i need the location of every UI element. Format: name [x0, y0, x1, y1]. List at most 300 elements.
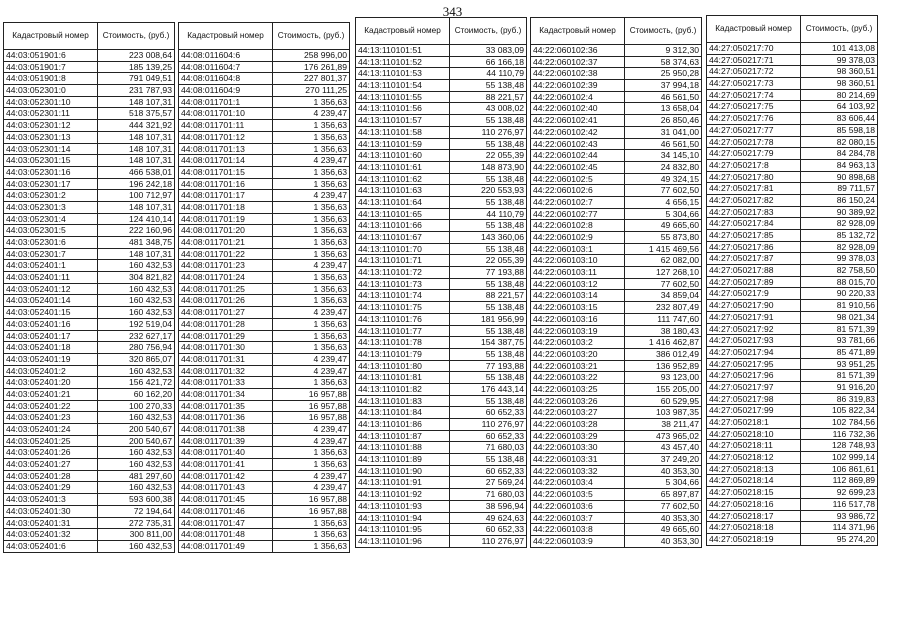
cost-cell: 102 999,14 [801, 452, 878, 464]
table-row [707, 288, 878, 300]
cadastral-number-cell: 44:27:050217:72 [707, 66, 801, 78]
table-row [356, 489, 527, 501]
cadastral-number-cell: 44:13:110101:78 [356, 337, 450, 349]
cost-cell: 95 274,20 [801, 533, 878, 545]
cadastral-number-cell: 44:03:052401:11 [4, 272, 98, 284]
cadastral-number-cell: 44:22:060102:41 [531, 115, 625, 127]
cadastral-number-cell: 44:22:060102:77 [531, 208, 625, 220]
cost-cell: 300 811,00 [98, 529, 175, 541]
cost-cell: 62 082,00 [625, 255, 702, 267]
table-row [4, 307, 175, 319]
cadastral-number-cell: 44:22:060103:20 [531, 348, 625, 360]
cost-cell: 127 268,10 [625, 267, 702, 279]
cadastral-number-cell: 44:22:060103:7 [531, 512, 625, 524]
cost-cell: 55 138,48 [450, 173, 527, 185]
cost-cell: 4 239,47 [273, 155, 350, 167]
cadastral-number-cell: 44:27:050217:87 [707, 253, 801, 265]
table-row [356, 337, 527, 349]
cadastral-number-cell: 44:27:050217:82 [707, 194, 801, 206]
cost-cell: 86 319,83 [801, 393, 878, 405]
cost-cell: 72 194,64 [98, 505, 175, 517]
cadastral-number-cell: 44:13:110101:63 [356, 185, 450, 197]
table-row [356, 465, 527, 477]
cost-cell: 77 602,50 [625, 500, 702, 512]
table-row [4, 283, 175, 295]
table-row [4, 517, 175, 529]
cost-cell: 154 387,75 [450, 337, 527, 349]
cost-cell: 82 080,15 [801, 136, 878, 148]
table-row [707, 253, 878, 265]
table-row [531, 500, 702, 512]
cadastral-number-cell: 44:03:052301:6 [4, 237, 98, 249]
cadastral-number-cell: 44:27:050217:73 [707, 78, 801, 90]
table-row [179, 166, 350, 178]
table-row [179, 190, 350, 202]
table-row [707, 381, 878, 393]
cadastral-number-cell: 44:08:011701:10 [179, 108, 273, 120]
cadastral-number-cell: 44:22:060103:31 [531, 454, 625, 466]
cost-cell: 22 055,39 [450, 150, 527, 162]
cadastral-number-cell: 44:13:110101:86 [356, 419, 450, 431]
table-row [707, 311, 878, 323]
table-row [531, 196, 702, 208]
cost-cell: 55 138,48 [450, 302, 527, 314]
table-row [531, 185, 702, 197]
table-row [356, 454, 527, 466]
cadastral-number-cell: 44:27:050217:70 [707, 43, 801, 55]
table-row [356, 220, 527, 232]
cadastral-number-cell: 44:03:052401:15 [4, 307, 98, 319]
cost-cell: 80 214,69 [801, 89, 878, 101]
table-row [707, 136, 878, 148]
cadastral-number-cell: 44:13:110101:60 [356, 150, 450, 162]
cost-cell: 37 249,20 [625, 454, 702, 466]
cadastral-number-cell: 44:22:060103:21 [531, 360, 625, 372]
cadastral-number-cell: 44:27:050217:91 [707, 311, 801, 323]
cadastral-number-cell: 44:22:060103:8 [531, 524, 625, 536]
cost-cell: 4 239,47 [273, 108, 350, 120]
cadastral-table-4 [530, 17, 702, 548]
table-row [356, 524, 527, 536]
cadastral-number-cell: 44:08:011701:35 [179, 400, 273, 412]
cadastral-number-cell: 44:13:110101:87 [356, 430, 450, 442]
cost-cell: 111 747,60 [625, 313, 702, 325]
cadastral-number-cell: 44:13:110101:71 [356, 255, 450, 267]
cadastral-number-cell: 44:08:011701:45 [179, 494, 273, 506]
cost-cell: 90 220,33 [801, 288, 878, 300]
table-row [356, 512, 527, 524]
cadastral-number-cell: 44:27:050217:86 [707, 241, 801, 253]
cost-cell: 160 432,53 [98, 283, 175, 295]
table-row [4, 120, 175, 132]
cost-cell: 84 284,78 [801, 148, 878, 160]
cost-cell: 148 107,31 [98, 201, 175, 213]
cadastral-number-cell: 44:13:110101:91 [356, 477, 450, 489]
cadastral-number-cell: 44:22:060103:25 [531, 383, 625, 395]
table-row [707, 346, 878, 358]
cadastral-number-cell: 44:03:052301:2 [4, 190, 98, 202]
cadastral-number-cell: 44:03:052301:5 [4, 225, 98, 237]
cost-cell: 93 123,00 [625, 372, 702, 384]
cadastral-number-cell: 44:27:050217:96 [707, 370, 801, 382]
cost-cell: 110 276,97 [450, 419, 527, 431]
cadastral-number-cell: 44:08:011701:31 [179, 353, 273, 365]
cadastral-number-cell: 44:27:050217:97 [707, 381, 801, 393]
cost-cell: 49 624,63 [450, 512, 527, 524]
cadastral-number-cell: 44:13:110101:90 [356, 465, 450, 477]
cost-cell: 148 107,31 [98, 155, 175, 167]
cost-cell: 4 239,47 [273, 482, 350, 494]
cost-cell: 1 356,63 [273, 377, 350, 389]
table-row [707, 417, 878, 429]
cadastral-number-cell: 44:03:052301:4 [4, 213, 98, 225]
table-row [4, 424, 175, 436]
cadastral-number-cell: 44:27:050217:94 [707, 346, 801, 358]
cadastral-number-cell: 44:08:011701:41 [179, 459, 273, 471]
table-row [179, 85, 350, 97]
cadastral-number-cell: 44:03:052301:14 [4, 143, 98, 155]
cost-cell: 55 138,48 [450, 138, 527, 150]
table-body [707, 43, 878, 546]
cadastral-number-cell: 44:27:050218:11 [707, 440, 801, 452]
cadastral-number-cell: 44:13:110101:93 [356, 500, 450, 512]
cost-cell: 196 242,18 [98, 178, 175, 190]
cadastral-number-cell: 44:22:060103:11 [531, 267, 625, 279]
table-row [4, 201, 175, 213]
table-row [531, 220, 702, 232]
cost-cell: 86 150,24 [801, 194, 878, 206]
table-header-row [356, 18, 527, 45]
cost-cell: 232 627,17 [98, 330, 175, 342]
cost-cell: 93 781,66 [801, 335, 878, 347]
table-row [707, 463, 878, 475]
cost-cell: 83 606,44 [801, 113, 878, 125]
table-row [4, 330, 175, 342]
table-row [531, 372, 702, 384]
table-row [4, 447, 175, 459]
cost-cell: 185 139,25 [98, 61, 175, 73]
table-row [356, 173, 527, 185]
cost-cell: 1 356,63 [273, 330, 350, 342]
cost-cell: 24 832,80 [625, 161, 702, 173]
cost-cell: 34 145,10 [625, 150, 702, 162]
cost-cell: 1 356,63 [273, 272, 350, 284]
cost-cell: 22 055,39 [450, 255, 527, 267]
cadastral-number-cell: 44:03:051901:8 [4, 73, 98, 85]
table-row [531, 430, 702, 442]
cost-cell: 34 859,04 [625, 290, 702, 302]
cost-cell: 160 432,53 [98, 307, 175, 319]
cadastral-number-cell: 44:08:011604:9 [179, 85, 273, 97]
cost-cell: 98 360,51 [801, 66, 878, 78]
cost-cell: 148 107,31 [98, 96, 175, 108]
table-row [531, 56, 702, 68]
cadastral-number-cell: 44:03:052301:16 [4, 166, 98, 178]
table-row [707, 370, 878, 382]
cost-cell: 55 873,80 [625, 232, 702, 244]
cost-cell: 105 822,34 [801, 405, 878, 417]
cost-cell: 98 021,34 [801, 311, 878, 323]
cost-cell: 71 680,03 [450, 489, 527, 501]
table-row [4, 237, 175, 249]
cost-cell: 16 957,88 [273, 388, 350, 400]
table-row [531, 80, 702, 92]
cadastral-number-cell: 44:27:050217:79 [707, 148, 801, 160]
table-row [531, 173, 702, 185]
cadastral-number-cell: 44:08:011701:36 [179, 412, 273, 424]
cadastral-table-5 [706, 15, 878, 546]
table-row [531, 454, 702, 466]
table-row [356, 56, 527, 68]
cadastral-number-cell: 44:22:060103:15 [531, 302, 625, 314]
table-row [707, 113, 878, 125]
table-row [179, 365, 350, 377]
table-row [179, 318, 350, 330]
table-row [531, 395, 702, 407]
cost-cell: 44 110,79 [450, 68, 527, 80]
cadastral-number-cell: 44:27:050217:81 [707, 183, 801, 195]
cost-cell: 46 561,50 [625, 138, 702, 150]
cadastral-number-cell: 44:27:050218:17 [707, 510, 801, 522]
cost-cell: 55 138,48 [450, 115, 527, 127]
cadastral-number-cell: 44:03:051901:6 [4, 50, 98, 62]
cadastral-number-cell: 44:13:110101:65 [356, 208, 450, 220]
table-row [4, 143, 175, 155]
cost-cell: 466 538,01 [98, 166, 175, 178]
cadastral-number-cell: 44:03:052301:3 [4, 201, 98, 213]
table-row [531, 512, 702, 524]
cadastral-number-cell: 44:22:060103:27 [531, 407, 625, 419]
table-row [531, 115, 702, 127]
cadastral-number-cell: 44:22:060103:16 [531, 313, 625, 325]
table-row [531, 348, 702, 360]
cost-cell: 473 965,02 [625, 430, 702, 442]
cadastral-number-cell: 44:22:060103:22 [531, 372, 625, 384]
table-row [531, 138, 702, 150]
cadastral-number-cell: 44:22:060103:1 [531, 243, 625, 255]
cadastral-number-cell: 44:13:110101:56 [356, 103, 450, 115]
table-row [179, 459, 350, 471]
table-row [356, 255, 527, 267]
cadastral-number-cell: 44:22:060103:12 [531, 278, 625, 290]
table-row [707, 89, 878, 101]
cost-cell: 92 699,23 [801, 487, 878, 499]
table-row [531, 477, 702, 489]
cost-cell: 99 378,03 [801, 54, 878, 66]
cost-cell: 38 211,47 [625, 419, 702, 431]
table-row [707, 487, 878, 499]
cost-cell: 91 916,20 [801, 381, 878, 393]
cost-cell: 4 239,47 [273, 435, 350, 447]
table-row [356, 45, 527, 57]
cadastral-number-cell: 44:13:110101:74 [356, 290, 450, 302]
cost-cell: 4 239,47 [273, 365, 350, 377]
cadastral-number-cell: 44:03:052301:17 [4, 178, 98, 190]
cost-cell: 110 276,97 [450, 535, 527, 547]
table-row [356, 243, 527, 255]
cadastral-number-cell: 44:13:110101:89 [356, 454, 450, 466]
cost-cell: 31 041,00 [625, 126, 702, 138]
cadastral-number-cell: 44:22:060102:9 [531, 232, 625, 244]
table-row [356, 383, 527, 395]
cadastral-number-cell: 44:22:060102:5 [531, 173, 625, 185]
cost-cell: 1 356,63 [273, 342, 350, 354]
table-row [4, 155, 175, 167]
table-row [356, 161, 527, 173]
table-row [179, 424, 350, 436]
table-row [707, 241, 878, 253]
table-row [707, 475, 878, 487]
table-row [179, 470, 350, 482]
cost-cell: 55 138,48 [450, 395, 527, 407]
table-row [4, 342, 175, 354]
table-row [4, 131, 175, 143]
cost-cell: 1 356,63 [273, 131, 350, 143]
cadastral-number-cell: 44:13:110101:84 [356, 407, 450, 419]
cadastral-number-cell: 44:03:052401:23 [4, 412, 98, 424]
cadastral-number-cell: 44:22:060102:8 [531, 220, 625, 232]
table-row [531, 407, 702, 419]
table-row [531, 489, 702, 501]
table-row [4, 166, 175, 178]
cost-cell: 148 107,31 [98, 248, 175, 260]
cost-cell: 49 665,60 [625, 524, 702, 536]
cost-cell: 55 138,48 [450, 220, 527, 232]
cadastral-number-cell: 44:13:110101:54 [356, 80, 450, 92]
cost-cell: 5 304,66 [625, 477, 702, 489]
cost-cell: 16 957,88 [273, 505, 350, 517]
table-row [4, 540, 175, 552]
cost-cell: 55 138,48 [450, 372, 527, 384]
table-row [179, 295, 350, 307]
cadastral-number-cell: 44:08:011701:1 [179, 96, 273, 108]
cadastral-number-cell: 44:08:011701:11 [179, 120, 273, 132]
cadastral-number-cell: 44:27:050217:89 [707, 276, 801, 288]
cost-cell: 37 994,18 [625, 80, 702, 92]
cost-cell: 90 389,92 [801, 206, 878, 218]
table-body [4, 50, 175, 553]
cost-cell: 5 304,66 [625, 208, 702, 220]
cadastral-number-cell: 44:27:050218:16 [707, 498, 801, 510]
table-row [707, 206, 878, 218]
cost-cell: 81 910,56 [801, 300, 878, 312]
table-row [4, 412, 175, 424]
table-row [4, 178, 175, 190]
table-row [531, 208, 702, 220]
cost-header: Стоимость, (руб.) [450, 18, 527, 45]
table-row [179, 400, 350, 412]
cost-cell: 232 807,49 [625, 302, 702, 314]
cost-cell: 280 756,94 [98, 342, 175, 354]
table-row [179, 494, 350, 506]
cost-cell: 27 569,24 [450, 477, 527, 489]
cost-cell: 1 356,63 [273, 529, 350, 541]
cost-cell: 4 239,47 [273, 190, 350, 202]
cost-cell: 55 138,48 [450, 325, 527, 337]
table-row [4, 260, 175, 272]
cost-cell: 160 432,53 [98, 412, 175, 424]
table-row [356, 372, 527, 384]
cost-cell: 1 356,63 [273, 96, 350, 108]
table-row [707, 101, 878, 113]
cost-cell: 143 360,06 [450, 232, 527, 244]
table-row [707, 393, 878, 405]
cadastral-number-cell: 44:22:060102:39 [531, 80, 625, 92]
cost-cell: 100 270,33 [98, 400, 175, 412]
cost-cell: 102 784,56 [801, 417, 878, 429]
table-row [4, 365, 175, 377]
table-row [4, 377, 175, 389]
cost-cell: 58 374,63 [625, 56, 702, 68]
table-row [531, 383, 702, 395]
cost-cell: 85 132,72 [801, 230, 878, 242]
table-row [707, 124, 878, 136]
cost-cell: 1 356,63 [273, 283, 350, 295]
table-row [531, 255, 702, 267]
cost-cell: 4 239,47 [273, 307, 350, 319]
cost-cell: 1 356,63 [273, 318, 350, 330]
table-row [4, 494, 175, 506]
cost-cell: 82 758,50 [801, 265, 878, 277]
cost-header: Стоимость, (руб.) [98, 23, 175, 50]
cadastral-number-cell: 44:27:050217:76 [707, 113, 801, 125]
cadastral-number-cell: 44:08:011701:20 [179, 225, 273, 237]
cadastral-number-cell: 44:03:052301:10 [4, 96, 98, 108]
table-row [356, 477, 527, 489]
cadastral-number-cell: 44:27:050217:75 [707, 101, 801, 113]
cadastral-number-cell: 44:03:052401:6 [4, 540, 98, 552]
cost-cell: 444 321,92 [98, 120, 175, 132]
table-row [4, 225, 175, 237]
cost-cell: 112 869,89 [801, 475, 878, 487]
table-header-row [531, 18, 702, 45]
cost-cell: 1 356,63 [273, 248, 350, 260]
cost-cell: 1 356,63 [273, 213, 350, 225]
cadastral-number-cell: 44:22:060103:9 [531, 535, 625, 547]
table-row [531, 419, 702, 431]
table-row [4, 61, 175, 73]
cost-cell: 1 356,63 [273, 201, 350, 213]
table-row [179, 505, 350, 517]
cadastral-number-cell: 44:08:011701:13 [179, 143, 273, 155]
cost-cell: 38 180,43 [625, 325, 702, 337]
table-row [707, 148, 878, 160]
cost-header: Стоимость, (руб.) [273, 23, 350, 50]
cadastral-number-cell: 44:03:052301:15 [4, 155, 98, 167]
cost-cell: 106 861,61 [801, 463, 878, 475]
table-row [179, 155, 350, 167]
cost-cell: 231 787,93 [98, 85, 175, 97]
table-row [531, 68, 702, 80]
cadastral-number-cell: 44:03:052301:13 [4, 131, 98, 143]
table-row [356, 150, 527, 162]
table-row [707, 43, 878, 55]
cost-cell: 160 432,53 [98, 540, 175, 552]
table-row [179, 388, 350, 400]
table-row [531, 290, 702, 302]
table-row [356, 407, 527, 419]
table-row [707, 78, 878, 90]
cadastral-number-header: Кадастровый номер [707, 16, 801, 43]
cost-cell: 386 012,49 [625, 348, 702, 360]
cadastral-number-cell: 44:13:110101:72 [356, 267, 450, 279]
cost-cell: 1 356,63 [273, 517, 350, 529]
cadastral-number-cell: 44:13:110101:73 [356, 278, 450, 290]
cadastral-number-cell: 44:27:050217:99 [707, 405, 801, 417]
cost-cell: 1 356,63 [273, 225, 350, 237]
cadastral-number-cell: 44:08:011701:30 [179, 342, 273, 354]
cost-cell: 84 963,13 [801, 159, 878, 171]
